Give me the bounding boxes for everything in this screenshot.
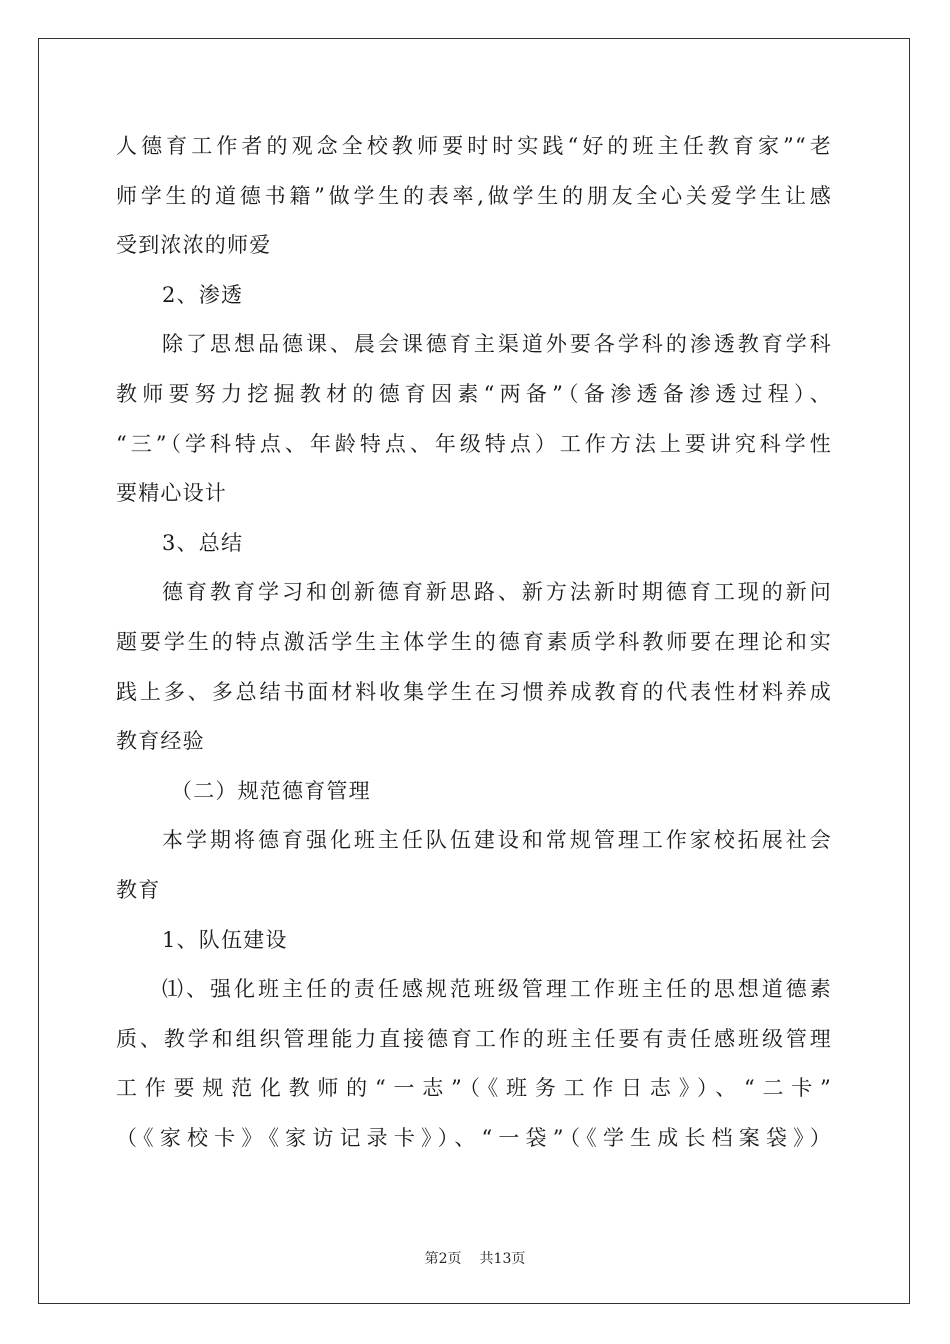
text-line: 题要学生的特点激活学生主体学生的德育素质学科教师要在理论和实 (116, 629, 832, 654)
text-line: 师学生的道德书籍”做学生的表率,做学生的朋友全心关爱学生让感 (116, 183, 832, 208)
section-heading: 3、总结 (162, 530, 244, 555)
text-line: ⑴、强化班主任的责任感规范班级管理工作班主任的思想道德素 (162, 977, 832, 1002)
text-line: 教育经验 (116, 729, 205, 754)
document-body (116, 122, 832, 1163)
text-line: 践上多、多总结书面材料收集学生在习惯养成教育的代表性材料养成 (116, 679, 832, 704)
text-line: 教育 (116, 877, 161, 902)
page-number: 第2页 (424, 1251, 462, 1267)
text-line: 本学期将德育强化班主任队伍建设和常规管理工作家校拓展社会 (162, 828, 832, 853)
section-heading: 2、渗透 (162, 282, 244, 307)
text-line: 德育教育学习和创新德育新思路、新方法新时期德育工现的新问 (162, 580, 832, 605)
text-line: 教师要努力挖掘教材的德育因素“两备”（备渗透备渗透过程）、 (116, 381, 832, 406)
text-line: 要精心设计 (116, 481, 227, 506)
text-line: 人德育工作者的观念全校教师要时时实践“好的班主任教育家”“老 (116, 134, 832, 158)
text-line: 受到浓浓的师爱 (116, 233, 272, 258)
section-heading: （二）规范德育管理 (171, 778, 371, 803)
section-heading: 1、队伍建设 (162, 927, 288, 952)
text-line: “三”（学科特点、年龄特点、年级特点）工作方法上要讲究科学性 (116, 431, 832, 456)
text-line: 除了思想品德课、晨会课德育主渠道外要各学科的渗透教育学科 (162, 332, 832, 357)
text-line: （《家校卡》《家访记录卡》）、“一袋”（《学生成长档案袋》） (116, 1125, 832, 1150)
page-footer (0, 1248, 950, 1268)
text-line: 质、教学和组织管理能力直接德育工作的班主任要有责任感班级管理 (116, 1026, 832, 1051)
text-line: 工作要规范化教师的“一志”（《班务工作日志》）、“二卡” (116, 1076, 832, 1101)
page-total: 共13页 (479, 1251, 526, 1267)
